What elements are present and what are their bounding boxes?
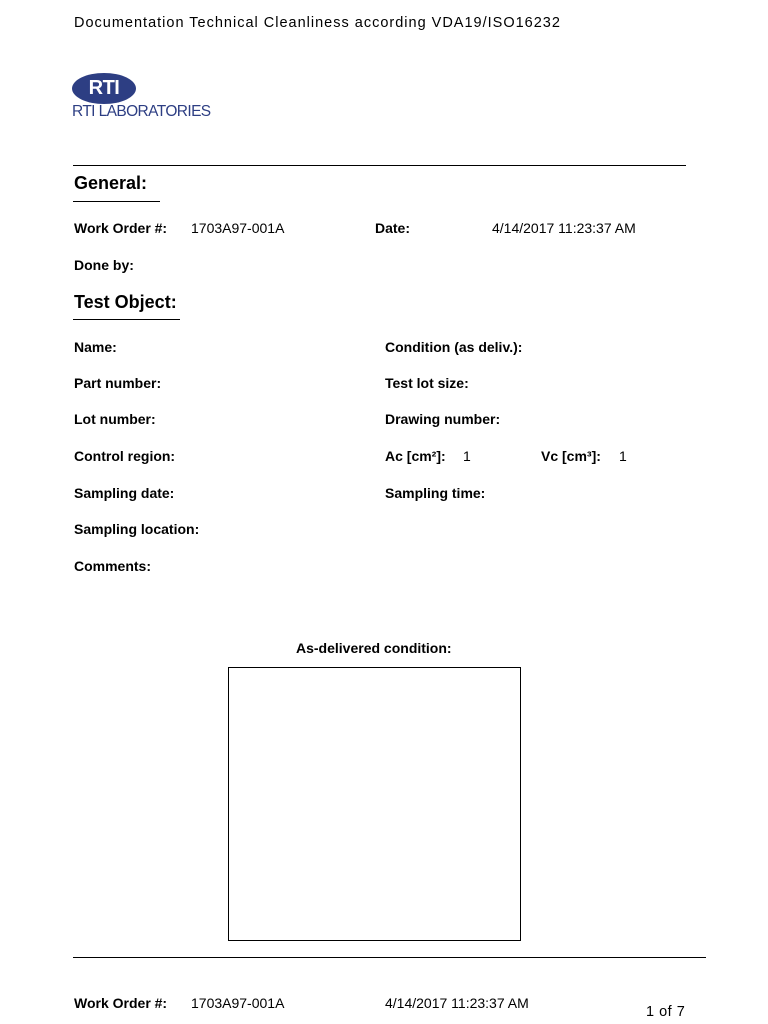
sampling-location-label: Sampling location:: [74, 521, 200, 537]
test-object-heading: Test Object:: [74, 292, 177, 312]
condition-label: Condition (as deliv.):: [385, 339, 523, 355]
lot-number-label: Lot number:: [74, 411, 156, 427]
part-number-label: Part number:: [74, 375, 162, 391]
test-object-heading-underline: [73, 319, 180, 320]
sampling-time-label: Sampling time:: [385, 485, 486, 501]
footer-work-order-label: Work Order #:: [74, 995, 168, 1011]
vc-label: Vc [cm³]:: [541, 448, 601, 464]
general-heading: General:: [74, 173, 148, 193]
date-label: Date:: [375, 220, 411, 236]
as-delivered-image-frame: [228, 667, 521, 941]
header-divider: [73, 165, 686, 166]
footer-date-value: 4/14/2017 11:23:37 AM: [385, 995, 529, 1011]
rti-logo: [72, 73, 212, 121]
comments-label: Comments:: [74, 558, 152, 574]
sampling-date-label: Sampling date:: [74, 485, 175, 501]
done-by-label: Done by:: [74, 257, 134, 273]
ac-label: Ac [cm²]:: [385, 448, 446, 464]
page-number: 1 of 7: [646, 1004, 686, 1020]
logo-mark-text: RTI: [88, 77, 120, 99]
name-label: Name:: [74, 339, 117, 355]
general-heading-underline: [73, 201, 160, 202]
work-order-value: 1703A97-001A: [191, 220, 285, 236]
logo-mark: [72, 73, 136, 104]
work-order-label: Work Order #:: [74, 220, 168, 236]
date-value: 4/14/2017 11:23:37 AM: [492, 220, 636, 236]
control-region-label: Control region:: [74, 448, 176, 464]
vc-value: 1: [619, 448, 627, 464]
test-lot-size-label: Test lot size:: [385, 375, 469, 391]
ac-value: 1: [463, 448, 471, 464]
drawing-number-label: Drawing number:: [385, 411, 501, 427]
as-delivered-caption: As-delivered condition:: [296, 640, 452, 656]
document-title: Documentation Technical Cleanliness according VDA19/ISO16232: [74, 15, 561, 31]
footer-work-order-value: 1703A97-001A: [191, 995, 285, 1011]
logo-wordmark: RTI LABORATORIES: [72, 103, 211, 120]
footer-divider: [73, 957, 706, 958]
